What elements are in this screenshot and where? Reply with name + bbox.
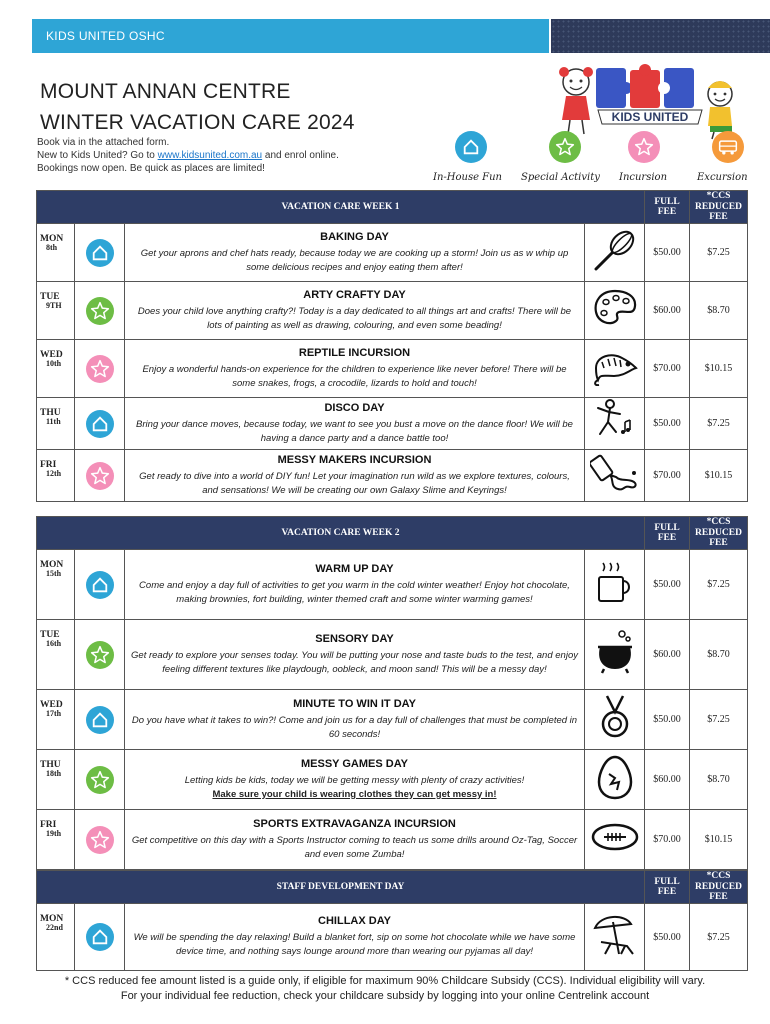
activity-cell [125,550,585,620]
table-header-title: VACATION CARE WEEK 1 [37,191,645,224]
ccs-fee: $7.25 [690,904,748,971]
ccs-fee: $7.25 [690,690,748,750]
activity-cell [125,450,585,502]
day-name: FRI [40,460,57,470]
star-icon [86,641,114,669]
star-icon [628,131,660,163]
top-banner [32,19,549,53]
activity-description: Get competitive on this day with a Sports Instructor coming to teach us some drills around Oz-Tag, Soccer and even some Zumba! [131,834,578,860]
legend-label: Special Activity [521,172,600,183]
banner-pattern [551,19,770,53]
day-number: 11th [46,417,61,427]
day-cell [37,282,75,340]
activity-title: BAKING DAY [320,230,389,243]
full-fee: $50.00 [645,398,690,450]
table-row [37,750,748,810]
activity-description: Letting kids be kids, today we will be getting messy with plenty of crazy activities! [184,774,525,786]
centrelink-footnote: For your individual fee reduction, check your childcare subsidy by logging into your online Centrelink account [120,990,650,1002]
full-fee: $60.00 [645,620,690,690]
schedule-table [36,516,748,870]
day-cell [37,750,75,810]
dancer-icon [585,398,645,450]
legend-label: Incursion [619,172,668,183]
day-name: THU [40,760,61,770]
ccs-fee-header: *CCS REDUCED FEE [690,191,748,224]
day-number: 19th [46,829,62,839]
legend-label: Excursion [697,172,748,183]
full-fee-header: FULL FEE [645,191,690,224]
day-number: 22nd [46,923,63,933]
table-row [37,904,748,971]
house-icon [455,131,487,163]
full-fee: $50.00 [645,690,690,750]
ccs-fee: $10.15 [690,450,748,502]
activity-cell [125,810,585,870]
day-cell [37,904,75,971]
ccs-fee: $7.25 [690,550,748,620]
table-header-title: STAFF DEVELOPMENT DAY [37,871,645,904]
activity-title: MESSY MAKERS INCURSION [277,453,432,466]
enrol-info: New to Kids United? Go to www.kidsunited.com.au and enrol online. [37,150,339,161]
activity-cell [125,904,585,971]
full-fee: $60.00 [645,282,690,340]
legend-label: In-House Fun [433,172,502,183]
bus-icon [712,131,744,163]
ccs-fee: $10.15 [690,340,748,398]
activity-description: Come and enjoy a day full of activities to get you warm in the cold winter weather! Enjoy hot chocolate, making brownies, fort building, winter themed craft and some winter warming games! [139,579,570,605]
booking-info: Book via in the attached form. [37,137,170,148]
house-icon [86,410,114,438]
table-row [37,450,748,502]
day-cell [37,450,75,502]
chameleon-icon [585,340,645,398]
star-icon [86,297,114,325]
activity-title: SENSORY DAY [315,632,394,645]
activity-title: MINUTE TO WIN IT DAY [293,697,416,710]
day-name: FRI [40,820,57,830]
activity-cell [125,340,585,398]
day-name: WED [40,350,63,360]
spill-icon [585,450,645,502]
kids-united-logo [552,64,757,140]
football-icon [585,810,645,870]
activity-note: Make sure your child is wearing clothes they can get messy in! [212,788,497,800]
house-icon [86,923,114,951]
day-cell [37,340,75,398]
full-fee-header: FULL FEE [645,517,690,550]
table-row [37,620,748,690]
activity-cell [125,398,585,450]
ccs-fee: $8.70 [690,282,748,340]
activity-description: Does your child love anything crafty?! Today is a day dedicated to all things art and crafts! There will be lots of painting as well as drawing, colouring, and even some beading! [137,305,572,331]
day-name: MON [40,560,64,570]
palette-icon [585,282,645,340]
day-number: 8th [46,243,58,253]
full-fee: $70.00 [645,340,690,398]
house-icon [86,239,114,267]
activity-description: Bring your dance moves, because today, we want to see you bust a move on the dance floor! We will be having a dance party and a dance battle too! [136,418,573,444]
svg-text:KIDS UNITED: KIDS UNITED [611,110,689,124]
table-row [37,690,748,750]
day-cell [37,810,75,870]
day-number: 18th [46,769,62,779]
website-link[interactable]: www.kidsunited.com.au [157,150,263,161]
day-cell [37,224,75,282]
schedule-table [36,190,748,502]
full-fee: $70.00 [645,810,690,870]
ccs-fee-header: *CCS REDUCED FEE [690,517,748,550]
day-cell [37,620,75,690]
activity-description: We will be spending the day relaxing! Build a blanket fort, sip on some hot chocolate while we have some device time, and nothing says lounge around more than wearing our pyjamas all day! [133,932,576,957]
star-icon [549,131,581,163]
day-name: MON [40,234,64,244]
table-header-title: VACATION CARE WEEK 2 [37,517,645,550]
day-number: 17th [46,709,62,719]
full-fee: $50.00 [645,904,690,971]
schedule-table [36,870,748,971]
day-name: TUE [40,630,60,640]
full-fee: $50.00 [645,224,690,282]
ccs-fee: $8.70 [690,620,748,690]
table-row [37,810,748,870]
activity-title: WARM UP DAY [315,562,394,575]
day-number: 15th [46,569,62,579]
day-cell [37,690,75,750]
activity-title: DISCO DAY [324,401,385,414]
table-row [37,550,748,620]
star-icon [86,766,114,794]
table-row [37,398,748,450]
bookings-open-info: Bookings now open. Be quick as places are limited! [37,163,265,174]
activity-cell [125,282,585,340]
table-row [37,282,748,340]
star-icon [86,462,114,490]
activity-title: REPTILE INCURSION [298,346,411,359]
activity-title: MESSY GAMES DAY [301,757,408,770]
day-cell [37,550,75,620]
house-icon [86,706,114,734]
ccs-footnote: * CCS reduced fee amount listed is a guide only, if eligible for maximum 90% Childcare Subsidy (CCS). Individual eligibility will vary. [64,975,706,987]
org-name: KIDS UNITED OSHC [46,29,165,43]
mug-icon [585,550,645,620]
page-subtitle: WINTER VACATION CARE 2024 [40,111,355,134]
ccs-fee: $7.25 [690,224,748,282]
ccs-fee: $7.25 [690,398,748,450]
table-row [37,340,748,398]
day-name: MON [40,914,64,924]
day-number: 10th [46,359,62,369]
day-name: WED [40,700,63,710]
whisk-icon [585,224,645,282]
activity-cell [125,620,585,690]
day-number: 12th [46,469,62,479]
activity-description: Enjoy a wonderful hands-on experience for the children to experience like never before! There will be some snakes, frogs, a crocodile, lizards to hold and touch! [142,363,567,389]
ccs-fee: $10.15 [690,810,748,870]
full-fee-header: FULL FEE [645,871,690,904]
house-icon [86,571,114,599]
ccs-fee: $8.70 [690,750,748,810]
day-name: THU [40,408,61,418]
page-title: MOUNT ANNAN CENTRE [40,80,291,103]
activity-cell [125,224,585,282]
activity-cell [125,690,585,750]
activity-title: ARTY CRAFTY DAY [303,288,406,301]
ccs-fee-header: *CCS REDUCED FEE [690,871,748,904]
activity-description: Get your aprons and chef hats ready, because today we are cooking up a storm! Join us as w whip up some delicious recipes and enjoy eating them after! [140,247,569,273]
full-fee: $70.00 [645,450,690,502]
full-fee: $60.00 [645,750,690,810]
day-name: TUE [40,292,60,302]
activity-cell [125,750,585,810]
medal-icon [585,690,645,750]
table-row [37,224,748,282]
star-icon [86,826,114,854]
activity-description: Get ready to dive into a world of DIY fun! Let your imagination run wild as we explore textures, colours, and sensations! We will be creating our own Galaxy Slime and Keyrings! [139,470,570,496]
cauldron-icon [585,620,645,690]
full-fee: $50.00 [645,550,690,620]
activity-description: Get ready to explore your senses today. You will be putting your nose and taste buds to the test, and enjoy feeling different textures like playdough, oobleck, and moon sand! This will be a messy day! [131,649,578,675]
day-number: 9TH [46,301,62,311]
beach-chair-icon [585,904,645,971]
activity-title: CHILLAX DAY [318,915,391,928]
activity-description: Do you have what it takes to win?! Come and join us for a day full of challenges that must be completed in 60 seconds! [131,714,578,740]
day-number: 16th [46,639,62,649]
day-cell [37,398,75,450]
activity-title: SPORTS EXTRAVAGANZA INCURSION [253,817,456,830]
egg-icon [585,750,645,810]
star-icon [86,355,114,383]
